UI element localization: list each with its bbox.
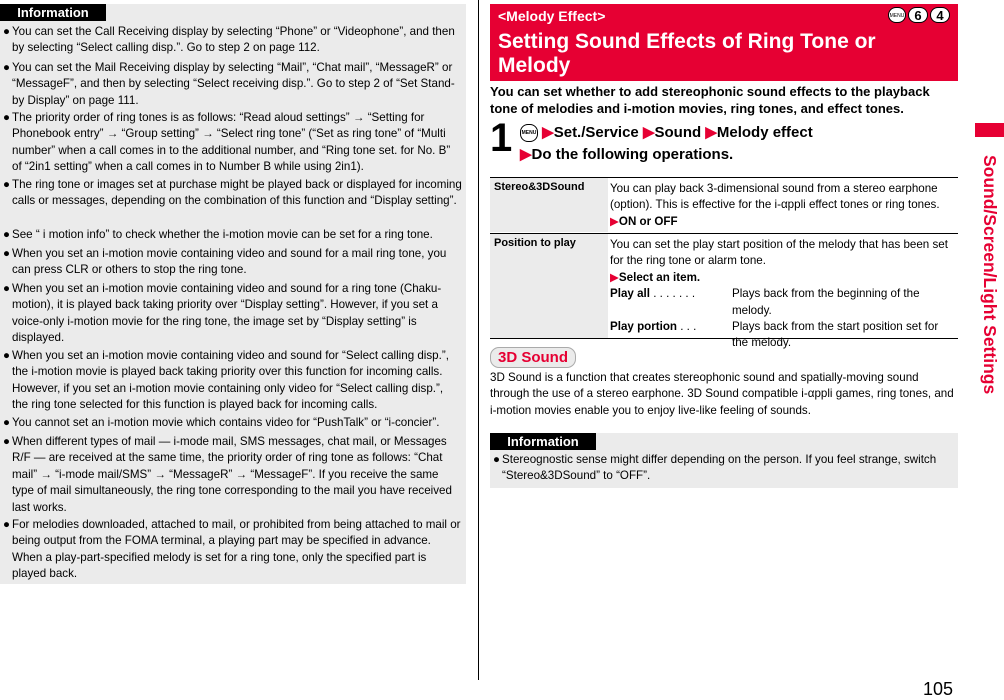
intro-text: You can set whether to add stereophonic sound effects to the playback tone of melodies and i-motion movies, ring tones, and effect tones. bbox=[490, 84, 930, 116]
table-row-body bbox=[610, 181, 956, 230]
info-bullet-text: Stereognostic sense might differ depending on the person. If you feel strange, switch “Stereo&3DSound” to “OFF”. bbox=[502, 453, 937, 483]
step-path-item: Sound bbox=[654, 124, 702, 141]
side-chapter-label: Sound/Screen/Light Settings bbox=[980, 155, 1000, 395]
arrow-icon: ▶ bbox=[610, 214, 619, 228]
bullet-icon: ● bbox=[493, 453, 501, 466]
row-action: Select an item. bbox=[618, 270, 701, 284]
info-bullet-text: When you set an i-motion movie containing video and sound for a mail ring tone, you can press CLR or others to stop the ring tone. bbox=[12, 247, 447, 277]
row-description: You can play back 3-dimensional sound from a stereo earphone (option). This is effective for the i-αppli effect tones or ring tones. bbox=[610, 182, 940, 212]
arrow-icon: ▶ bbox=[705, 124, 717, 141]
table-row bbox=[490, 233, 958, 350]
info-bullet-text: The priority order of ring tones is as follows: “Read aloud settings” → “Setting for Phonebook entry” → “Group setting” → “Select ring tone” (“Set as ring tone” of “Multi number” when a call comes in to the additional number, and “Ring tone set. for No. B” of “2in1 setting” when a call comes in to Number B while using 2in1). bbox=[12, 111, 451, 174]
section-title: 3D Sound bbox=[490, 347, 576, 368]
right-information-box bbox=[490, 433, 958, 488]
section-body: 3D Sound is a function that creates stereophonic sound and spatially-moving sound through the use of a stereo earphone. 3D Sound compatible i-αppli games, ring tones, and i-motion movies enable you to enjoy live-like feeling of sounds. bbox=[490, 371, 954, 417]
table-row bbox=[490, 177, 958, 232]
menu-key-icon: MENU bbox=[520, 124, 538, 142]
info-bullet-text: You can set the Call Receiving display by selecting “Phone” or “Videophone”, and then by selecting “Select calling disp.”. Go to step 2 on page 112. bbox=[12, 25, 455, 55]
info-bullet bbox=[3, 281, 462, 347]
arrow-icon: ▶ bbox=[610, 270, 619, 284]
step-number: 1 bbox=[490, 116, 513, 160]
info-bullet bbox=[493, 452, 954, 485]
bullet-icon: ● bbox=[3, 282, 11, 295]
shortcut-keys bbox=[888, 7, 950, 23]
bullet-icon: ● bbox=[3, 228, 11, 241]
info-bullet-text: For melodies downloaded, attached to mail, or prohibited from being attached to mail or being output from the FOMA terminal, a playing part may be specified in advance. When a play-part-specified melody is set for a ring tone, only the specified part is played back. bbox=[12, 518, 461, 581]
info-bullet bbox=[3, 24, 462, 57]
table-row-head: Stereo&3DSound bbox=[490, 178, 608, 232]
left-information-box bbox=[0, 4, 466, 584]
info-bullet-text: The ring tone or images set at purchase might be played back or displayed for incoming calls or messages, depending on the combination of this function and “Display setting”. bbox=[12, 178, 462, 208]
info-bullet-text: You cannot set an i-motion movie which contains video for “PushTalk” or “i-concier”. bbox=[12, 416, 440, 429]
arrow-icon: ▶ bbox=[542, 124, 554, 141]
step-path-item: Melody effect bbox=[716, 124, 813, 141]
information-label: Information bbox=[490, 433, 596, 450]
arrow-icon: ▶ bbox=[520, 146, 532, 163]
bullet-icon: ● bbox=[3, 518, 11, 531]
info-bullet bbox=[3, 348, 462, 414]
info-bullet bbox=[3, 517, 462, 583]
key-4-icon: 4 bbox=[930, 7, 950, 23]
side-tab-marker bbox=[975, 123, 1004, 137]
info-bullet bbox=[3, 177, 462, 210]
bullet-icon: ● bbox=[3, 435, 11, 448]
info-bullet bbox=[3, 110, 462, 176]
page-number: 105 bbox=[923, 679, 954, 699]
info-bullet bbox=[3, 246, 462, 279]
bullet-icon: ● bbox=[3, 416, 11, 429]
info-bullet-text: When you set an i-motion movie containing video and sound for a ring tone (Chaku-motion), it is played back taking priority over “Display setting”. However, if you set a voice-only i-motion movie for the ring tone, the image set by “Display setting” is displayed. bbox=[12, 282, 442, 345]
step-path-item: Set./Service bbox=[553, 124, 639, 141]
info-bullet bbox=[3, 227, 462, 243]
bullet-icon: ● bbox=[3, 349, 11, 362]
table-row-head: Position to play bbox=[490, 234, 608, 338]
info-bullet-text: You can set the Mail Receiving display by selecting “Mail”, “Chat mail”, “MessageR” or “MessageF”, and then by selecting “Select receiving disp.”. Go to step 2 of “Set Stand-by Display” on page 111. bbox=[12, 61, 455, 107]
column-divider bbox=[478, 0, 479, 680]
info-bullet-text: See “ i motion info” to check whether the i-motion movie can be set for a ring tone. bbox=[12, 228, 433, 241]
row-description: You can set the play start position of the melody that has been set for the ring tone or alarm tone. bbox=[610, 238, 948, 268]
bullet-icon: ● bbox=[3, 111, 11, 124]
sub-option bbox=[610, 286, 956, 319]
sub-option-desc: Plays back from the start position set for the melody. bbox=[732, 320, 939, 350]
sub-option bbox=[610, 319, 956, 352]
step-instructions bbox=[520, 122, 960, 166]
menu-key-icon: MENU bbox=[888, 7, 906, 23]
section-header bbox=[490, 4, 958, 81]
sub-option-term: Play portion bbox=[610, 320, 677, 334]
header-subtitle: <Melody Effect> bbox=[498, 8, 606, 24]
table-row-body bbox=[610, 237, 956, 352]
info-bullet bbox=[3, 434, 462, 516]
arrow-icon: ▶ bbox=[642, 124, 655, 141]
page-title: Setting Sound Effects of Ring Tone or Melody bbox=[498, 30, 876, 77]
row-action: ON or OFF bbox=[618, 214, 678, 228]
info-bullet bbox=[3, 415, 462, 431]
info-bullet bbox=[3, 60, 462, 109]
information-label: Information bbox=[0, 4, 106, 21]
bullet-icon: ● bbox=[3, 61, 11, 74]
sub-option-term: Play all bbox=[610, 287, 650, 301]
bullet-icon: ● bbox=[3, 178, 11, 191]
leader-dots: . . . . . . . bbox=[649, 287, 696, 301]
leader-dots: . . . bbox=[677, 320, 697, 334]
key-6-icon: 6 bbox=[908, 7, 928, 23]
bullet-icon: ● bbox=[3, 25, 11, 38]
sub-option-desc: Plays back from the beginning of the melody. bbox=[732, 287, 920, 317]
info-bullet-text: When different types of mail — i-mode mail, SMS messages, chat mail, or Messages R/F — are received at the same time, the priority order of ring tone as follows: “Chat mail” → “i-mode mail/SMS” → “MessageR” → “MessageF”. If you receive the same type of mail simultaneously, the ring tone corresponding to the mail you have received last works. bbox=[12, 435, 452, 514]
info-bullet-text: When you set an i-motion movie containing video and sound for “Select calling disp.”, the i-motion movie is played back taking priority over this function for incoming calls. However, if you set an i-motion movie containing only video for “Select calling disp.”, the ring tone selected for this function is played back for incoming calls. bbox=[12, 349, 449, 412]
bullet-icon: ● bbox=[3, 247, 11, 260]
step-instruction: Do the following operations. bbox=[531, 146, 734, 163]
